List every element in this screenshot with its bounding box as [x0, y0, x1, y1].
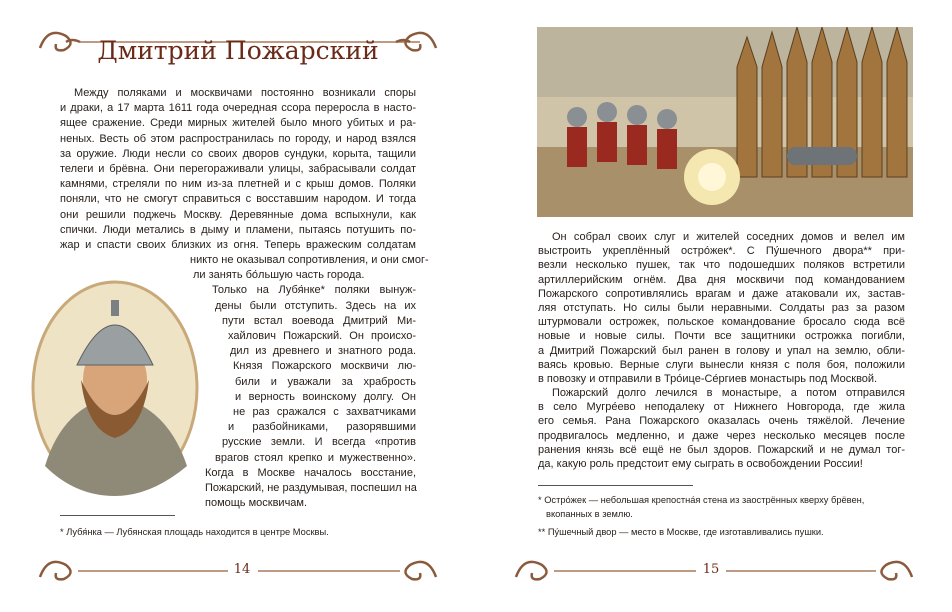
left-body-text: [60, 86, 429, 511]
text-line: в село Мугре́ево неподалеку от Нижнего Новгорода, где жила: [538, 401, 905, 414]
footnote: * Лубя́нка — Лубянская площадь находится в центре Москвы.: [60, 527, 329, 537]
text-line: и разбойниками, разорявшими: [228, 421, 416, 434]
text-line: они решили поджечь Москву. Деревянные дома вспыхнули, как: [60, 208, 416, 221]
footnote-divider: [538, 485, 693, 486]
battle-illustration: [537, 27, 913, 217]
text-line: а Дмитрий Пожарский был ранен в голову и упал на землю, обли-: [538, 344, 905, 357]
text-line: не раз сражался с захватчиками: [233, 405, 416, 418]
text-line: артиллерийским огнём. Два дня москвичи под командованием: [538, 273, 905, 286]
text-line: Он собрал своих слуг и жителей соседних домов и велел им: [552, 231, 905, 243]
text-line: русские земли. И всегда «против: [222, 436, 416, 449]
text-line: врагов стоял крепко и мужественно».: [215, 451, 416, 464]
footnote-2: ** Пу́шечный двор — место в Москве, где изготавливались пушки.: [538, 527, 824, 537]
page-number: 14: [233, 562, 251, 577]
text-line: выстроить укреплённый остро́жек*. С Пу́шечного двора** при-: [538, 245, 905, 258]
text-line: помощь москвичам.: [205, 497, 308, 510]
text-line: ваясь кровью. Верные слуги вынесли князя с поля боя, положили: [538, 358, 905, 371]
text-line: Когда в Москве началось восстание,: [205, 466, 416, 479]
text-line: да, какую роль предстоит ему сыграть в освобождении России!: [538, 458, 863, 470]
text-line: пути встал воевода Дмитрий Ми-: [222, 314, 416, 327]
text-line: никто не оказывал сопротивления, и они смог-: [190, 254, 429, 267]
text-line: Пожарского сопротивлялись врагам и даже атаковали их, застав-: [538, 287, 905, 300]
text-line: продвигалось медленно, и даже через несколько месяцев после: [538, 429, 905, 442]
text-line: и драки, а 17 марта 1611 года очередная ссора переросла в насто-: [60, 102, 416, 115]
text-line: дил из древнего и знатного рода.: [230, 345, 416, 358]
text-line: Только на Лубя́нке* поляки вынуж-: [212, 284, 416, 297]
text-line: хайлович Пожарский. Он происхо-: [228, 330, 416, 342]
footnote-divider: [60, 515, 175, 516]
text-line: ящее сражение. Среди мирных жителей было много убитых и ра-: [60, 117, 416, 130]
text-line: в повозку и отправили в Тро́ице-Се́ргиев монастырь под Москвой.: [538, 372, 878, 385]
text-line: дены были отступить. Здесь на их: [215, 299, 416, 312]
text-line: поняли, что не смогут справиться с восставшим народом. И тогда: [60, 193, 416, 206]
text-line: за оружие. Люди несли со своих дворов сундуки, корыта, тащили: [60, 147, 416, 160]
text-line: телеги и брёвна. Они перегораживали улицы, забрасывали солдат: [60, 162, 416, 175]
text-line: камнями, стреляли по ним из-за плетней и с крыш домов. Поляки: [60, 178, 416, 191]
text-line: его семья. Рана Пожарского оказалась очень тяжёлой. Лечение: [538, 415, 905, 428]
text-line: Князя Пожарского москвичи лю-: [233, 360, 416, 373]
text-line: везли несколько пушек, так что подошедших поляков встретили: [538, 259, 905, 272]
text-line: Пожарский долго лечился в монастыре, а потом отправился: [552, 387, 905, 400]
right-page: [476, 0, 952, 612]
text-line: и верность воинскому долгу. Он: [235, 390, 416, 403]
page-number: 15: [702, 562, 720, 577]
text-line: спички. Люди метались в дыму и пламени, пытаясь потушить по-: [60, 223, 416, 236]
text-line: новые и новые силы. Почти все защитники острожка погибли,: [538, 330, 905, 343]
text-line: Между поляками и москвичами постоянно возникали споры: [74, 87, 416, 99]
text-line: Пожарский, не раздумывая, поспешил на: [205, 481, 417, 494]
text-line: ляя отступать. Но силы были неравными. Солдаты раз за разом: [538, 301, 905, 314]
page-title: Дмитрий Пожарский: [97, 36, 379, 65]
right-body-text: [538, 230, 905, 471]
footnote-1: [538, 493, 906, 521]
text-line: штурмовали острожек, польское командование бросало сюда всё: [538, 316, 905, 329]
text-line: ранения князь всё ещё не был здоров. Пожарский и не думал тог-: [538, 443, 905, 456]
text-line: неных. Весть об этом распространилась по городу, и народ взялся: [60, 132, 416, 145]
text-line: жар и спасти своих близких из огня. Теперь вражеским солдатам: [60, 238, 416, 251]
text-line: ли занять бо́льшую часть города.: [193, 269, 365, 282]
footnote-text: * Остро́жек — небольшая крепостна́я стена из заострённых кверху брёвен, вкопанных в землю.: [538, 495, 865, 519]
text-line: били и уважали за храбрость: [235, 375, 416, 388]
